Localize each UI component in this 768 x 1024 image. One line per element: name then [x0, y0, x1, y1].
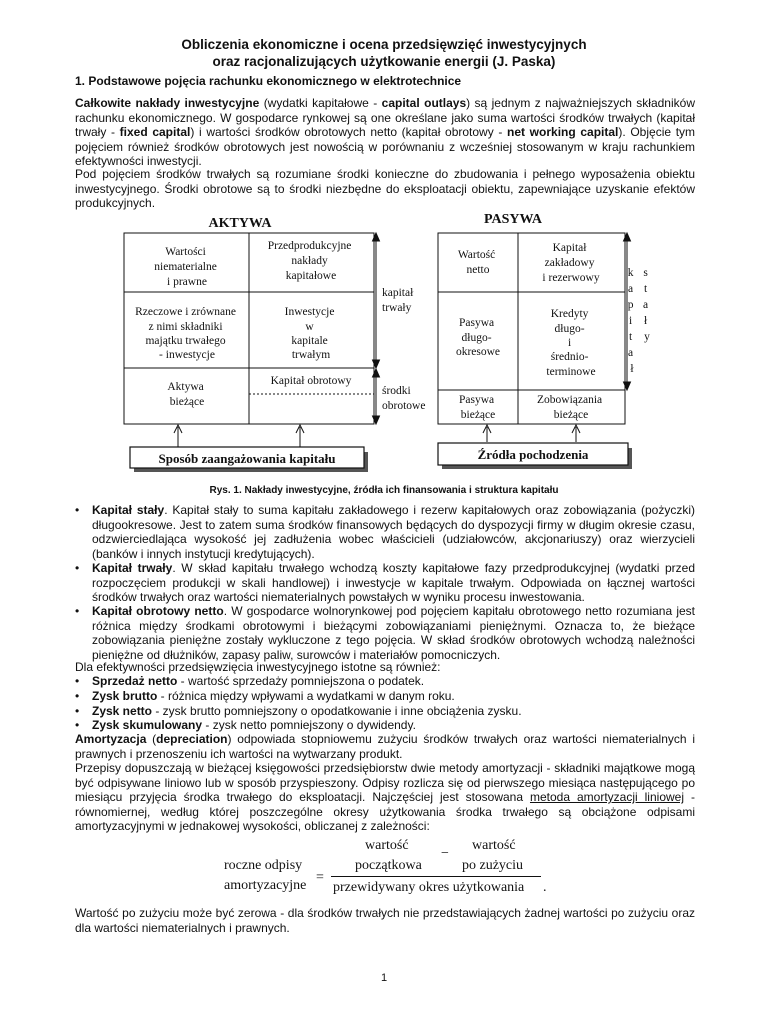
- bullet-body: - zysk netto pomniejszony o dywidendy.: [202, 718, 416, 732]
- letter: k: [627, 267, 634, 279]
- cell-tangible-assets: [135, 306, 239, 361]
- efficiency-intro: Dla efektywności przedsięwzięcia inwestycyjnego istotne są również:: [75, 660, 441, 674]
- bullet-item: [75, 503, 695, 561]
- vertical-label-staly: [643, 267, 651, 343]
- bullet-body: . Kapitał stały to suma kapitału zakładowego i rezerw kapitałowych oraz zobowiązania (pożyczki) długookresowe. Jest to zatem suma środków finansowych będących do dyspozycji firmy w długim okresie czasu, odzwierciedlająca wysokość jej zadłużenia wobec właścicieli (udziałowców, akcjonariuszy) oraz wierzycieli (banków i innych instytucji kredytujących).: [92, 503, 695, 561]
- bullet-text: [92, 718, 695, 733]
- bullet-term: Sprzedaż netto: [92, 674, 178, 688]
- bullet-item: [75, 674, 695, 689]
- bullet-item: [75, 604, 695, 662]
- cell-intangibles: [154, 246, 219, 288]
- cell-line: Wartość: [457, 249, 496, 261]
- vertical-label-kapital: [628, 267, 637, 375]
- term-fixed-capital: fixed capital: [119, 125, 191, 139]
- cell-line: trwałym: [291, 349, 331, 361]
- cell-line: i rezerwowy: [542, 272, 600, 284]
- letter: y: [644, 331, 650, 343]
- cell-line: w: [305, 321, 314, 333]
- intro-paragraph: [75, 96, 695, 169]
- cell-line: średnio-: [550, 351, 589, 363]
- cell-line: i: [567, 337, 572, 349]
- box-funding-sources-label: Źródła pochodzenia: [477, 447, 589, 462]
- cell-line: Rzeczowe i zrównane: [135, 306, 237, 318]
- figure-caption: Rys. 1. Nakłady inwestycyjne, źródła ich finansowania i struktura kapitału: [209, 485, 559, 495]
- cell-fixed-investment: [285, 306, 338, 361]
- bullet-text: [92, 604, 695, 662]
- cell-line: terminowe: [546, 366, 596, 378]
- cell-line: - inwestycje: [159, 349, 215, 361]
- bullet-marker: •: [75, 704, 80, 718]
- cell-line: Kredyty: [550, 308, 589, 320]
- letter: ł: [643, 315, 648, 327]
- cell-line: bieżące: [169, 396, 205, 408]
- box-capital-engagement: [130, 447, 368, 472]
- cell-line: długo-: [554, 323, 585, 335]
- fixed-capital-label: [382, 287, 416, 314]
- label-line: obrotowe: [382, 400, 426, 412]
- cell-line: bieżące: [553, 409, 589, 421]
- letter: s: [643, 267, 648, 279]
- aktywa-label: AKTYWA: [208, 216, 272, 231]
- label-line: trwały: [382, 302, 412, 314]
- cell-line: i prawne: [167, 276, 207, 288]
- section-heading: 1. Podstawowe pojęcia rachunku ekonomicznego w elektrotechnice: [75, 74, 462, 88]
- bullet-term: Zysk skumulowany: [92, 718, 203, 732]
- bullet-body: . W gospodarce wolnorynkowej pod pojęciem kapitału obrotowego netto rozumiana jest różnica między środkami obrotowymi i bieżącymi zobowiązaniami pieniężnymi. Oznacza to, że bieżące zobowiązania pieniężne zostały wykluczone z tego pojęcia. W skład środków obrotowych wchodzą należności pieniężne od dłużników, zapasy paliw, surowców i materiałów pomocniczych.: [92, 604, 695, 662]
- label-line: środki: [382, 385, 411, 397]
- pasywa-label: PASYWA: [483, 212, 543, 227]
- cell-line: Inwestycje: [284, 306, 335, 318]
- bullet-text: [92, 689, 695, 704]
- bullet-term: Kapitał trwały: [92, 561, 173, 575]
- text-span: ) odpowiada stopniowemu zużyciu środków trwałych oraz wartości niematerialnych i prawnych i przenoszeniu ich wartości na wytwarzany produkt.: [75, 732, 695, 761]
- cell-long-term-liabilities: [456, 317, 500, 358]
- cell-line: Kapitał obrotowy: [270, 375, 352, 387]
- bullet-term: Zysk brutto: [92, 689, 158, 703]
- text-span: Przepisy dopuszczają w bieżącej księgowości przedsiębiorstw dwie metody amortyzacji - składniki majątkowe mogą być odpisywane liniowo lub w sposób przyspieszony. Odpisy rozlicza się od pierwszego miesiąca następującego po miesiącu przyjęcia środka trwałego do eksploatacji. Najczęściej jest stosowana: [75, 761, 695, 804]
- cell-share-capital: [542, 242, 599, 284]
- bullet-term: Kapitał stały: [92, 503, 165, 517]
- formula-numerator-1a: wartość: [365, 838, 409, 853]
- cell-line: Aktywa: [167, 381, 204, 393]
- cell-line: kapitałowe: [285, 270, 337, 282]
- text-span: ). Objęcie tym pojęciem również środków obrotowych jest nowością w porównaniu z wcześniej stosowanym w kraju rachunkiem efektywności inwestycji.: [75, 125, 696, 168]
- bullet-text: [92, 674, 695, 689]
- cell-current-obligations: [537, 394, 605, 421]
- cell-line: Zobowiązania: [536, 394, 603, 406]
- cell-preproduction: [268, 240, 355, 282]
- bullet-body: . W skład kapitału trwałego wchodzą koszty kapitałowe fazy przedprodukcyjnej (wydatki przed rozpoczęciem produkcji w skali handlowej) i inwestycje w kapitale trwałym. Odpowiada on łącznej wartości środków trwałych oraz wartości niematerialnych powstałych w wyniku procesu inwestowania.: [92, 561, 695, 604]
- box-funding-sources: [438, 443, 632, 469]
- cell-line: Przedprodukcyjne: [267, 240, 352, 252]
- current-assets-label: [382, 385, 425, 412]
- formula-end-dot: .: [543, 880, 547, 895]
- bullet-item: [75, 561, 695, 605]
- cell-line: majątku trwałego: [145, 335, 226, 347]
- formula-fraction-bar: [331, 876, 541, 877]
- cell-net-value: [458, 249, 498, 276]
- letter: i: [628, 315, 633, 327]
- text-span: ) i wartości środków obrotowych netto (kapitał obrotowy -: [190, 125, 508, 139]
- bullet-marker: •: [75, 561, 80, 575]
- cell-line: Pasywa: [458, 317, 495, 329]
- amortization-paragraph: [75, 732, 695, 761]
- bullet-body: - różnica między wpływami a wydatkami w danym roku.: [157, 689, 455, 703]
- title-line-1: Obliczenia ekonomiczne i ocena przedsięwzięć inwestycyjnych: [181, 37, 587, 52]
- bullet-term: Kapitał obrotowy netto: [92, 604, 224, 618]
- formula-numerator-2a: wartość: [472, 838, 516, 853]
- document-title: [0, 36, 768, 70]
- cell-line: Wartości: [165, 246, 206, 258]
- bullet-body: - wartość sprzedaży pomniejszona o podatek.: [177, 674, 425, 688]
- bullet-body: - zysk brutto pomniejszony o opodatkowanie i inne obciążenia zysku.: [152, 704, 522, 718]
- formula-lhs-line-2: amortyzacyjne: [224, 878, 307, 893]
- cell-line: nakłady: [291, 255, 328, 267]
- bullet-marker: •: [75, 674, 80, 688]
- bullet-text: [92, 704, 695, 719]
- cell-current-liabilities: [459, 394, 497, 421]
- bullet-item: [75, 718, 695, 733]
- term-depreciation: depreciation: [156, 732, 228, 746]
- term-total-outlays: Całkowite nakłady inwestycyjne: [75, 96, 260, 110]
- fixed-assets-paragraph: Pod pojęciem środków trwałych są rozumiane środki konieczne do zbudowania i pełnego wyposażenia obiektu inwestycyjnego. Środki obrotowe są to środki niezbędne do eksploatacji obiektu, zapewniające uzyskanie efektów produkcyjnych.: [75, 167, 695, 210]
- cell-line: z nimi składniki: [148, 321, 223, 333]
- cell-line: kapitale: [291, 335, 328, 347]
- term-capital-outlays: capital outlays: [381, 96, 467, 110]
- cell-line: niematerialne: [154, 261, 217, 273]
- cell-line: Pasywa: [458, 394, 495, 406]
- text-span: (: [146, 732, 157, 746]
- bullet-term: Zysk netto: [92, 704, 153, 718]
- bullet-marker: •: [75, 503, 80, 517]
- cell-line: Kapitał: [552, 242, 587, 254]
- letter: a: [643, 299, 649, 311]
- label-line: kapitał: [382, 287, 414, 299]
- residual-value-paragraph: Wartość po zużyciu może być zerowa - dla środków trwałych nie przedstawiających żadnej wartości po zużyciu oraz dla wartości niematerialnych i prawnych.: [75, 906, 695, 935]
- letter: t: [628, 331, 633, 343]
- bullet-text: [92, 503, 695, 561]
- bullet-item: [75, 704, 695, 719]
- letter: p: [627, 299, 634, 311]
- capital-structure-figure: [0, 205, 768, 495]
- letter: ł: [630, 363, 634, 375]
- bullet-item: [75, 689, 695, 704]
- bullet-text: [92, 561, 695, 605]
- amortization-methods-paragraph: [75, 761, 695, 834]
- depreciation-formula: [0, 838, 768, 900]
- text-span: (wydatki kapitałowe -: [259, 96, 382, 110]
- term-amortization: Amortyzacja: [75, 732, 147, 746]
- cell-line: bieżące: [460, 409, 496, 421]
- linear-method-term: metoda amortyzacji liniowej: [529, 790, 684, 804]
- letter: t: [643, 283, 648, 295]
- cell-line: zakładowy: [544, 257, 595, 269]
- box-capital-engagement-label: Sposób zaangażowania kapitału: [158, 451, 336, 466]
- formula-minus: −: [441, 846, 449, 861]
- formula-numerator-1b: początkowa: [355, 858, 422, 873]
- term-net-working-capital: net working capital: [507, 125, 619, 139]
- letter: a: [628, 283, 634, 295]
- cell-line: netto: [466, 264, 490, 276]
- text-span: - równomiernej, według której poszczególne okresy użytkowania środka trwałego są obciążone odpisami amortyzacyjnymi w jednakowej wysokości, obliczanej z zależności:: [75, 790, 695, 833]
- bullet-marker: •: [75, 604, 80, 618]
- formula-denominator: przewidywany okres użytkowania: [333, 880, 525, 895]
- bullet-marker: •: [75, 718, 80, 732]
- formula-equals: =: [316, 870, 324, 885]
- cell-current-assets: [167, 381, 206, 408]
- bullet-marker: •: [75, 689, 80, 703]
- formula-numerator-2b: po zużyciu: [462, 858, 524, 873]
- formula-lhs-line-1: roczne odpisy: [224, 858, 303, 873]
- title-line-2: oraz racjonalizujących użytkowanie energii (J. Paska): [212, 54, 556, 69]
- cell-loans: [546, 308, 595, 378]
- cell-line: długo-: [461, 332, 492, 344]
- page-number: 1: [380, 972, 388, 984]
- cell-working-capital: [271, 375, 352, 387]
- letter: a: [628, 347, 634, 359]
- text-span: ) są jednym z najważniejszych składników rachunku ekonomicznego. W gospodarce rynkowej są one określane jako suma wartości środków trwałych (kapitał trwały -: [75, 96, 695, 139]
- cell-line: okresowe: [455, 346, 501, 358]
